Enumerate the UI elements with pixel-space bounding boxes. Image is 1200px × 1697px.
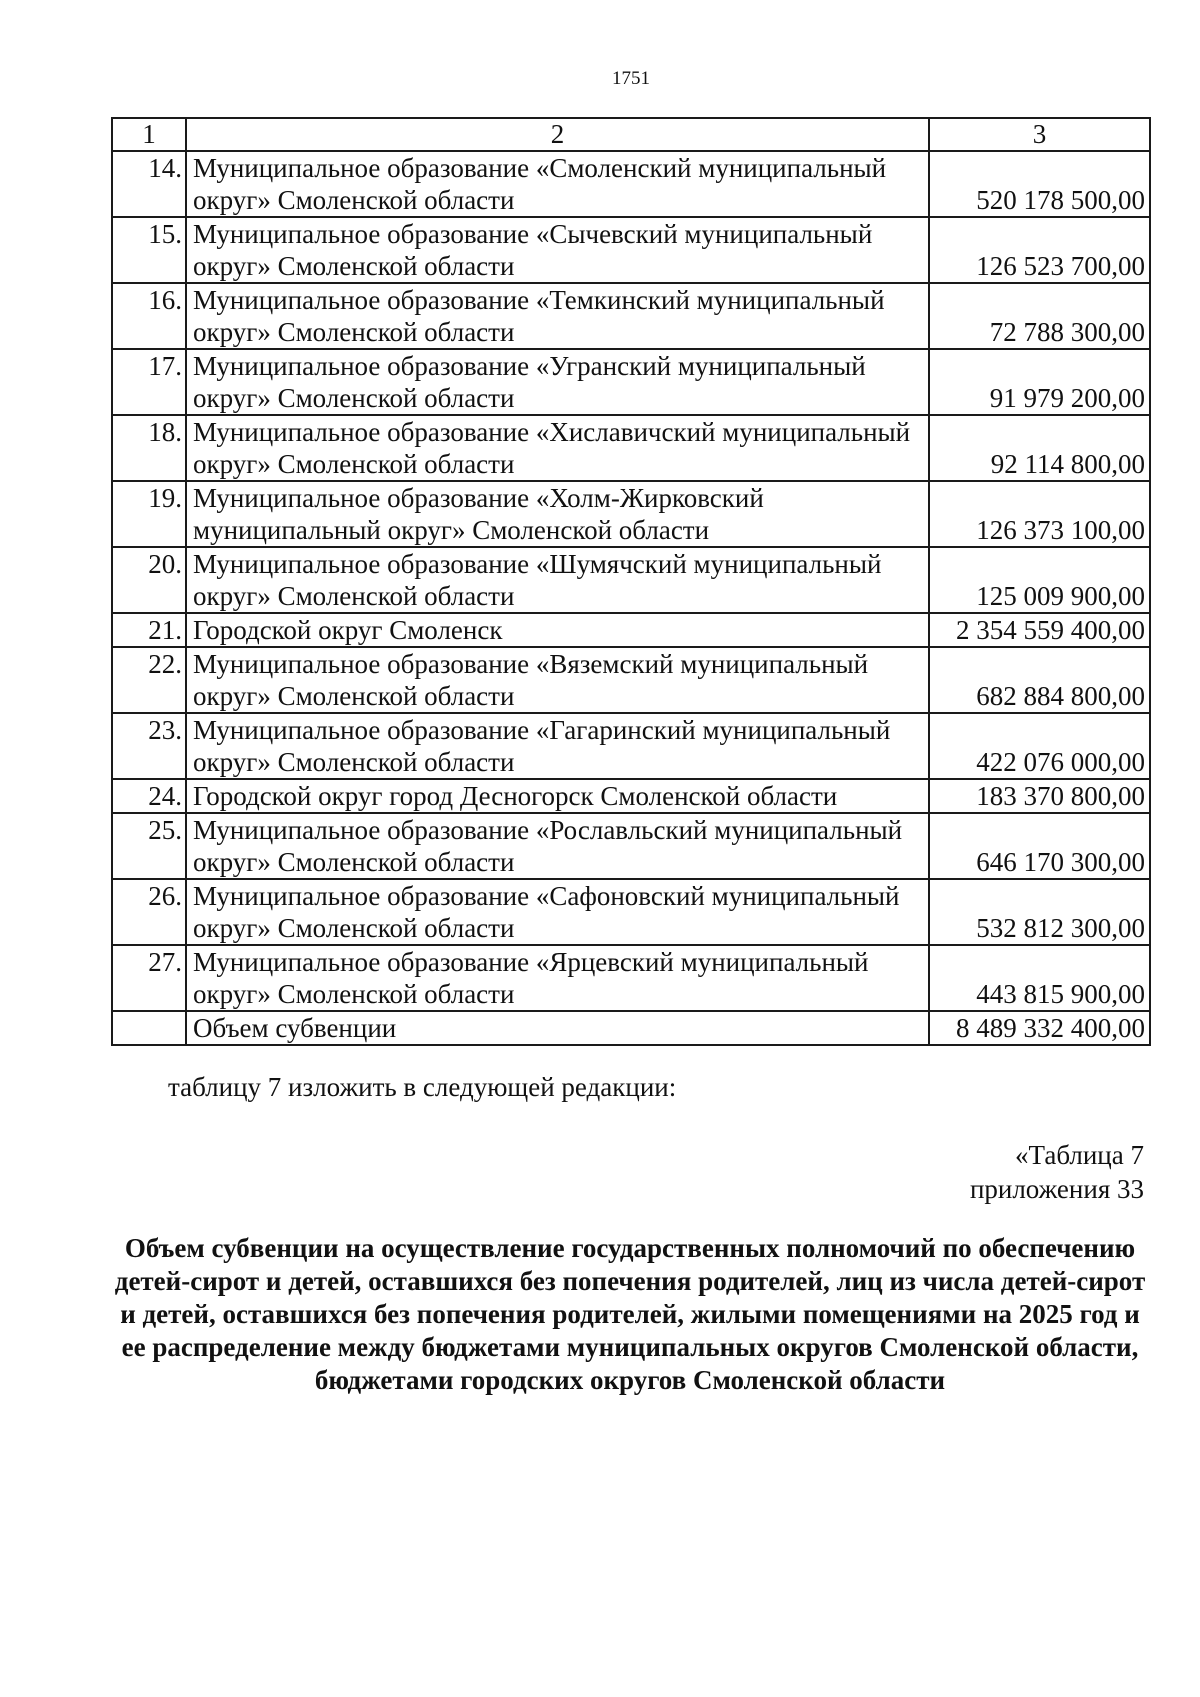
table-reference-line-1: «Таблица 7 — [1015, 1140, 1144, 1170]
row-municipality-name: Городской округ Смоленск — [186, 613, 929, 647]
table-reference-line-2: приложения 33 — [969, 1174, 1144, 1204]
row-municipality-name: Муниципальное образование «Сычевский муниципальный округ» Смоленской области — [186, 217, 929, 283]
table-row — [112, 481, 1150, 547]
row-number: 21. — [112, 613, 186, 647]
subvention-table — [111, 117, 1151, 1046]
table-row — [112, 283, 1150, 349]
row-number: 16. — [112, 283, 186, 349]
row-number: 23. — [112, 713, 186, 779]
table-row — [112, 945, 1150, 1011]
row-number: 22. — [112, 647, 186, 713]
row-number: 26. — [112, 879, 186, 945]
table-row — [112, 349, 1150, 415]
row-amount: 682 884 800,00 — [929, 647, 1150, 713]
table-row — [112, 713, 1150, 779]
row-amount: 72 788 300,00 — [929, 283, 1150, 349]
table-row — [112, 217, 1150, 283]
row-amount: 2 354 559 400,00 — [929, 613, 1150, 647]
row-municipality-name: Муниципальное образование «Рославльский муниципальный округ» Смоленской области — [186, 813, 929, 879]
table-row — [112, 547, 1150, 613]
row-municipality-name: Муниципальное образование «Гагаринский муниципальный округ» Смоленской области — [186, 713, 929, 779]
row-amount: 8 489 332 400,00 — [929, 1011, 1150, 1045]
table-row — [112, 647, 1150, 713]
row-amount: 91 979 200,00 — [929, 349, 1150, 415]
row-amount: 125 009 900,00 — [929, 547, 1150, 613]
row-number: 27. — [112, 945, 186, 1011]
column-header-3: 3 — [929, 118, 1150, 151]
row-municipality-name: Муниципальное образование «Темкинский муниципальный округ» Смоленской области — [186, 283, 929, 349]
row-amount: 532 812 300,00 — [929, 879, 1150, 945]
row-number: 25. — [112, 813, 186, 879]
table-heading: Объем субвенции на осуществление государственных полномочий по обеспечению детей-сирот и детей, оставшихся без попечения родителей, лиц из числа детей-сирот и детей, оставшихся без попечения родителей, жилыми помещениями на 2025 год и ее распределение между бюджетами муниципальных округов Смоленской области, бюджетами городских округов Смоленской области — [114, 1233, 1146, 1395]
row-municipality-name: Городской округ город Десногорск Смоленской области — [186, 779, 929, 813]
row-amount: 520 178 500,00 — [929, 151, 1150, 217]
column-header-2: 2 — [186, 118, 929, 151]
table-row — [112, 813, 1150, 879]
row-number: 19. — [112, 481, 186, 547]
page-number: 1751 — [612, 68, 650, 89]
row-amount: 422 076 000,00 — [929, 713, 1150, 779]
table-row — [112, 779, 1150, 813]
table-row — [112, 879, 1150, 945]
table-header-row — [112, 118, 1150, 151]
row-municipality-name: Муниципальное образование «Хиславичский муниципальный округ» Смоленской области — [186, 415, 929, 481]
table-row — [112, 151, 1150, 217]
row-amount: 126 523 700,00 — [929, 217, 1150, 283]
table-row — [112, 415, 1150, 481]
row-amount: 646 170 300,00 — [929, 813, 1150, 879]
row-municipality-name: Муниципальное образование «Шумячский муниципальный округ» Смоленской области — [186, 547, 929, 613]
row-municipality-name: Муниципальное образование «Холм-Жирковский муниципальный округ» Смоленской области — [186, 481, 929, 547]
row-number: 20. — [112, 547, 186, 613]
row-amount: 443 815 900,00 — [929, 945, 1150, 1011]
instruction-text: таблицу 7 изложить в следующей редакции: — [168, 1072, 677, 1102]
row-number: 18. — [112, 415, 186, 481]
total-row — [112, 1011, 1150, 1045]
row-municipality-name: Муниципальное образование «Сафоновский муниципальный округ» Смоленской области — [186, 879, 929, 945]
row-municipality-name: Объем субвенции — [186, 1011, 929, 1045]
row-number: 24. — [112, 779, 186, 813]
row-number: 14. — [112, 151, 186, 217]
row-amount: 92 114 800,00 — [929, 415, 1150, 481]
row-amount: 126 373 100,00 — [929, 481, 1150, 547]
row-municipality-name: Муниципальное образование «Ярцевский муниципальный округ» Смоленской области — [186, 945, 929, 1011]
table-row — [112, 613, 1150, 647]
row-amount: 183 370 800,00 — [929, 779, 1150, 813]
row-municipality-name: Муниципальное образование «Вяземский муниципальный округ» Смоленской области — [186, 647, 929, 713]
row-municipality-name: Муниципальное образование «Угранский муниципальный округ» Смоленской области — [186, 349, 929, 415]
table-reference — [970, 1138, 1144, 1206]
column-header-1: 1 — [112, 118, 186, 151]
row-number: 17. — [112, 349, 186, 415]
table-body — [112, 118, 1150, 1045]
row-municipality-name: Муниципальное образование «Смоленский муниципальный округ» Смоленской области — [186, 151, 929, 217]
row-number: 15. — [112, 217, 186, 283]
row-number — [112, 1011, 186, 1045]
